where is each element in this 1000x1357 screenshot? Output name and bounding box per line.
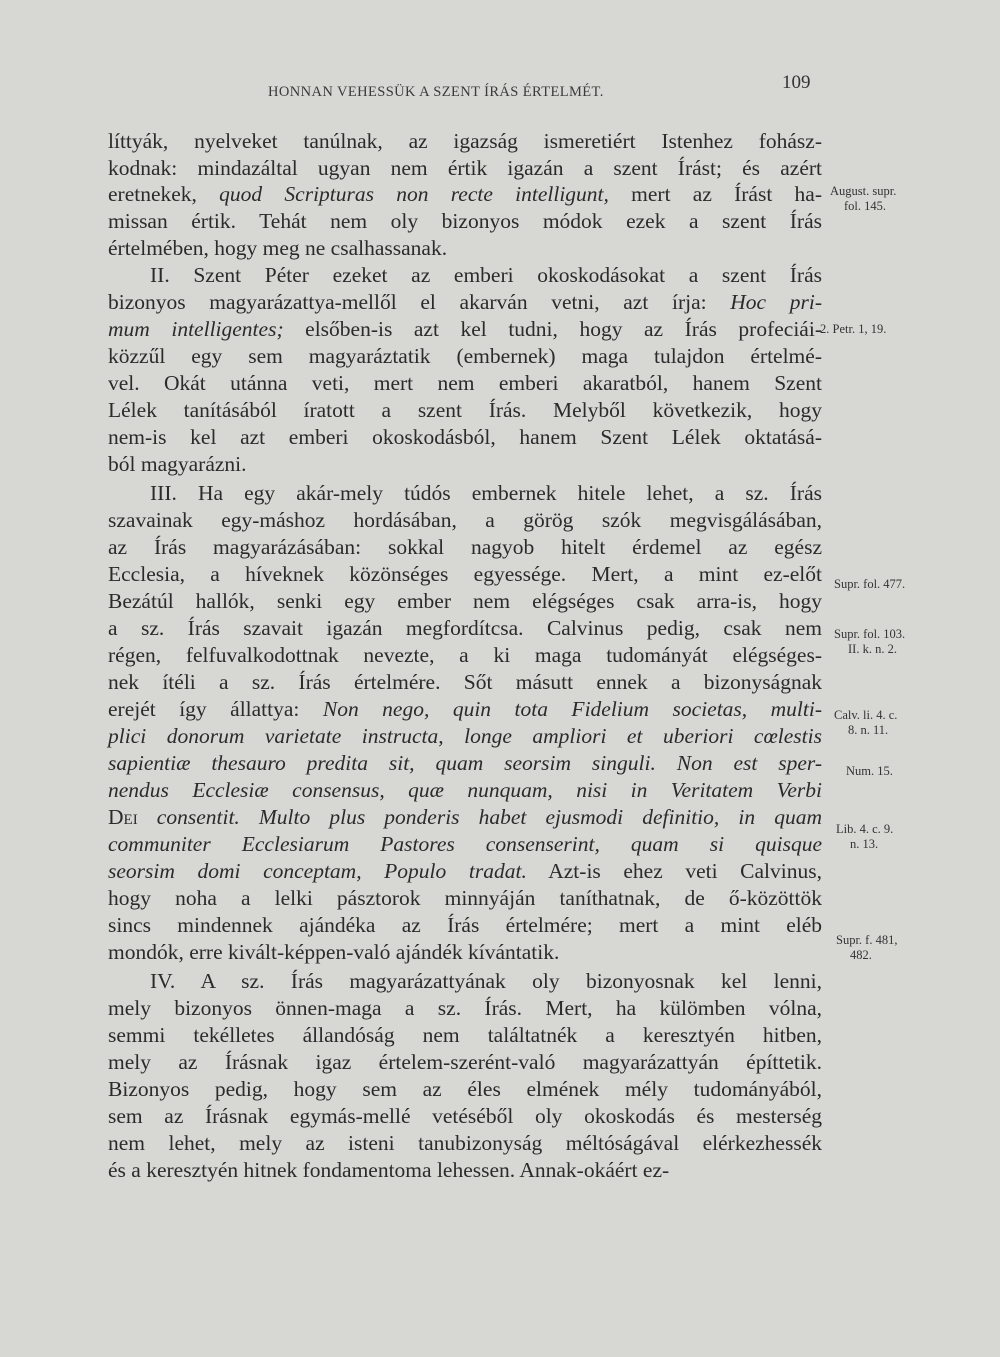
italic-text: mum intelligentes; [108,317,284,341]
text-line [108,155,822,181]
text-line [108,1049,822,1075]
line-text: Lélek tanításából íratott a szent Írás. Melyből következik, hogy [108,398,822,422]
italic-text: consentit. Multo plus ponderis habet ejusmodi definitio, in quam [137,805,822,829]
margin-note-line: Supr. f. 481, [836,933,898,947]
margin-note-line: fol. 145. [844,199,887,213]
text-line [108,995,822,1021]
margin-note-line: Calv. li. 4. c. [834,708,898,722]
line-text: IV. A sz. Írás magyarázattyának oly bizonyosnak kel lenni, [150,969,822,993]
text-line [108,1022,822,1048]
page-number: 109 [782,72,811,93]
text-line [108,451,822,477]
line-text: eretnekek, [108,182,220,206]
margin-note [834,577,905,592]
text-line [108,397,822,423]
line-text: mely bizonyos önnen-maga a sz. Írás. Mert, ha külömben vólna, [108,996,822,1020]
text-line [108,1130,822,1156]
text-line [108,1103,822,1129]
line-text: sincs mindennek ajándéka az Írás értelmére; mert a mint eléb [108,913,822,937]
text-line [108,696,822,722]
italic-text: Hoc pri- [730,290,822,314]
margin-note-line: Supr. fol. 477. [834,577,906,591]
margin-note [836,822,893,852]
text-line [108,615,822,641]
italic-text: Non nego, quin tota Fidelium societas, multi- [322,697,822,721]
line-text: mondók, erre kivált-képpen-való ajándék kívántatik. [108,940,560,964]
text-line [108,642,822,668]
text-line [108,669,822,695]
text-line [108,939,822,965]
text-line [108,858,822,884]
italic-text: sapientiæ thesauro predita sit, quam seorsim singuli. Non est sper- [108,751,822,775]
line-text: nem lehet, mely az isteni tanubizonyság méltóságával elérkezhessék [108,1131,822,1155]
line-text: missan értik. Tehát nem oly bizonyos módok ezek a szent Írás [108,209,822,233]
text-line [108,831,822,857]
line-text: nek ítéli a sz. Írás értelmére. Sőt másutt ennek a bizonyságnak [108,670,822,694]
text-line [108,723,822,749]
text-line [108,343,822,369]
line-text: ból magyarázni. [108,452,247,476]
margin-note-line: Num. 15. [846,764,893,778]
text-line [108,507,822,533]
margin-note [820,322,886,337]
text-line [108,208,822,234]
line-text: szavainak egy-máshoz hordásában, a görög szók megvisgálásában, [108,508,822,532]
line-text: kodnak: mindazáltal ugyan nem értik igazán a szent Írást; és azért [108,156,822,180]
margin-note-line: n. 13. [850,837,879,851]
text-line [108,561,822,587]
italic-text: quod Scripturas non recte intelligunt, [219,182,609,206]
line-text: a sz. Írás szavait igazán megfordítcsa. Calvinus pedig, csak nem [108,616,822,640]
line-text: és a keresztyén hitnek fondamentoma lehessen. Annak-okáért ez- [108,1158,670,1182]
line-text: Bezátúl hallók, senki egy ember nem elégséges csak arra-is, hogy [108,589,822,613]
margin-note [834,627,905,657]
text-line [108,534,822,560]
text-line [108,804,822,830]
text-line [108,316,822,342]
line-text: erejét így állattya: [108,697,323,721]
line-text: sem az Írásnak egymás-mellé vetéséből oly okoskodás és mesterség [108,1104,822,1128]
line-text: bizonyos magyarázattya-mellől el akarván vetni, azt írja: [108,290,731,314]
margin-note-line: Supr. fol. 103. [834,627,906,641]
text-line [108,750,822,776]
margin-note-line: 2. Petr. 1, 19. [820,322,887,336]
margin-note-line: II. k. n. 2. [848,642,897,656]
line-text: elsőben-is azt kel tudni, hogy az Írás profeciái- [283,317,822,341]
margin-note [846,764,893,779]
line-text: semmi tekélletes állandóság nem találtatnék a keresztyén hitben, [108,1023,822,1047]
italic-text: communiter Ecclesiarum Pastores consenserint, quam si quisque [108,832,822,856]
text-line [150,262,822,288]
text-line [108,289,822,315]
margin-note-line: August. supr. [830,184,897,198]
line-text: értelmében, hogy meg ne csalhassanak. [108,236,448,260]
margin-note-line: 8. n. 11. [848,723,889,737]
text-line [108,1157,822,1183]
italic-text: nendus Ecclesiæ consensus, quæ nunquam, nisi in Veritatem Verbi [108,778,822,802]
margin-note-line: 482. [850,948,872,962]
italic-text: plici donorum varietate instructa, longe ampliori et uberiori cœlestis [108,724,822,748]
line-text: II. Szent Péter ezeket az emberi okoskodásokat a szent Írás [150,263,822,287]
small-caps-text: Dei [108,805,138,829]
line-text: hogy noha a lelki pásztorok minnyáján taníthatnak, de ő-közöttök [108,886,822,910]
line-text: az Írás magyarázásában: sokkal nagyob hitelt érdemel az egész [108,535,822,559]
text-line [108,128,822,154]
text-line [108,235,822,261]
line-text: nem-is kel azt emberi okoskodásból, hanem Szent Lélek oktatásá- [108,425,822,449]
line-text: Azt-is ehez veti Calvinus, [526,859,822,883]
margin-note [830,184,896,214]
line-text: vel. Okát utánna veti, mert nem emberi akaratból, hanem Szent [108,371,822,395]
text-line [108,424,822,450]
line-text: III. Ha egy akár-mely túdós embernek hitele lehet, a sz. Írás [150,481,822,505]
running-head: HONNAN VEHESSÜK A SZENT ÍRÁS ÉRTELMÉT. [268,84,604,100]
italic-text: seorsim domi conceptam, Populo tradat. [108,859,527,883]
text-line [108,181,822,207]
line-text: régen, felfuvalkodottnak nevezte, a ki maga tudományát elégséges- [108,643,822,667]
line-text: Bizonyos pedig, hogy sem az éles elmének mély tudományából, [108,1077,822,1101]
text-line [150,480,822,506]
margin-note [834,708,897,738]
text-line [108,912,822,938]
text-line [108,777,822,803]
line-text: Ecclesia, a híveknek közönséges egyessége. Mert, a mint ez-előt [108,562,822,586]
text-line [108,588,822,614]
margin-note-line: Lib. 4. c. 9. [836,822,894,836]
text-line [108,370,822,396]
text-line [108,885,822,911]
margin-note [836,933,897,963]
text-line [108,1076,822,1102]
line-text: közzűl egy sem magyaráztatik (embernek) maga tulajdon értelmé- [108,344,822,368]
line-text: mert az Írást ha- [608,182,822,206]
line-text: líttyák, nyelveket tanúlnak, az igazság ismeretiért Istenhez fohász- [108,129,822,153]
line-text: mely az Írásnak igaz értelem-szerént-való magyarázattyán építtetik. [108,1050,822,1074]
text-line [150,968,822,994]
